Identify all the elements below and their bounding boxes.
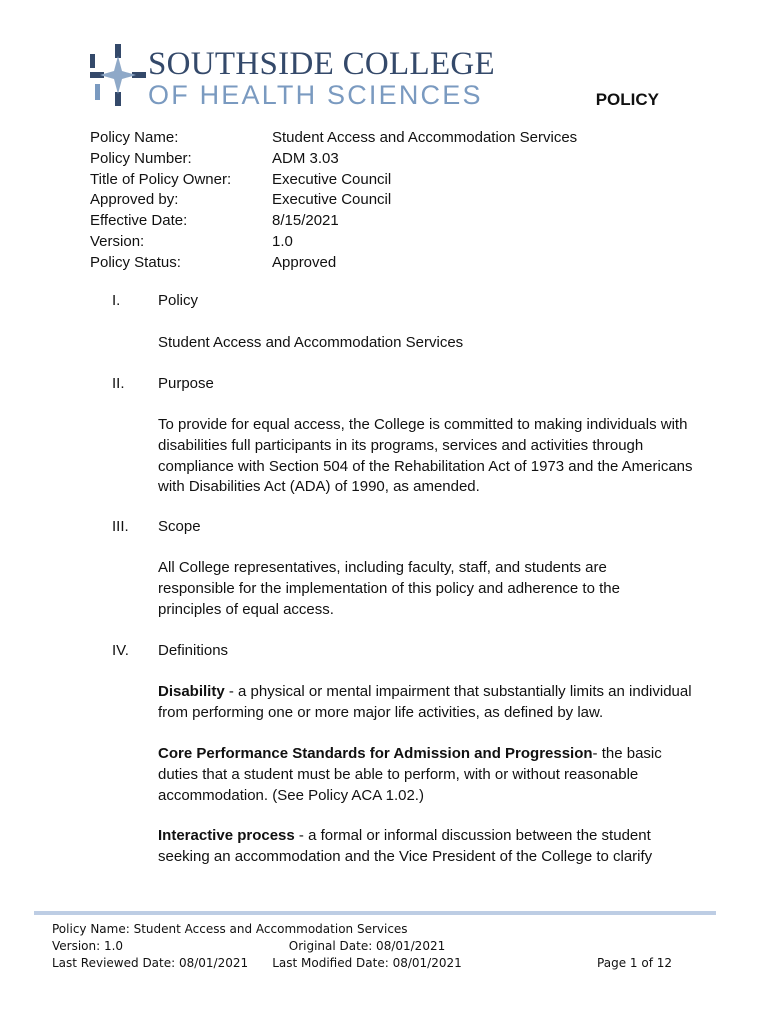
section-number: I.	[112, 292, 121, 309]
section-title: Definitions	[158, 642, 229, 659]
meta-value: Executive Council	[272, 191, 392, 209]
definition-text: - a formal or informal discussion between the student seeking an accommodation and the Vice President of the College to clarify	[158, 827, 653, 865]
meta-row-approved-by	[90, 190, 577, 211]
meta-value: Executive Council	[272, 170, 392, 188]
logo-text-college: SOUTHSIDE COLLEGE	[148, 46, 495, 82]
meta-label: Policy Number:	[90, 149, 192, 167]
meta-label: Effective Date:	[90, 212, 188, 230]
meta-row-version	[90, 232, 577, 253]
meta-label: Approved by:	[90, 191, 179, 209]
meta-value: 1.0	[272, 232, 293, 250]
footer-line-3	[52, 955, 682, 972]
meta-row-policy-owner	[90, 170, 577, 191]
section-number: III.	[112, 518, 129, 535]
footer-last-modified: Last Modified Date: 08/01/2021	[272, 956, 462, 970]
logo-text-health-sciences: OF HEALTH SCIENCES	[148, 80, 483, 110]
meta-label: Policy Status:	[90, 253, 181, 271]
definition-disability	[158, 682, 693, 724]
definition-core-performance-standards	[158, 744, 688, 806]
definition-term: Interactive process	[158, 827, 295, 844]
footer-version: Version: 1.0	[52, 939, 124, 953]
section-title: Scope	[158, 518, 201, 535]
meta-row-policy-name	[90, 128, 577, 149]
footer-line-1	[52, 921, 682, 938]
document-type-label: POLICY	[595, 90, 659, 109]
definition-interactive-process	[158, 826, 688, 868]
definition-term: Disability	[158, 683, 225, 700]
footer-policy-name: Policy Name: Student Access and Accommodation Services	[52, 922, 408, 936]
footer-line-2	[52, 938, 682, 955]
meta-row-effective-date	[90, 211, 577, 232]
meta-value: ADM 3.03	[272, 149, 339, 167]
section-body-purpose: To provide for equal access, the College is committed to making individuals with disabilities full participants in its programs, services and activities through compliance with Section 504 of the Rehabilitation Act of 1973 and the Americans with Disabilities Act (ADA) of 1990, as amended.	[158, 416, 693, 496]
footer-original-date: Original Date: 08/01/2021	[288, 939, 446, 953]
meta-label: Title of Policy Owner:	[90, 170, 232, 188]
footer-divider	[34, 911, 716, 915]
section-body-scope: All College representatives, including faculty, staff, and students are responsible for the implementation of this policy and adherence to the principles of equal access.	[158, 559, 620, 618]
section-number: II.	[112, 375, 125, 392]
definition-text: - the basic duties that a student must be able to perform, with or without reasonable accommodation. (See Policy ACA 1.02.)	[158, 745, 662, 804]
section-title: Purpose	[158, 375, 214, 392]
section-title: Policy	[158, 292, 199, 309]
college-logo	[90, 44, 495, 110]
meta-label: Version:	[90, 232, 145, 250]
section-number: IV.	[112, 642, 129, 659]
footer-page-number: Page 1 of 12	[597, 956, 672, 970]
meta-value: 8/15/2021	[272, 212, 339, 230]
definition-term: Core Performance Standards for Admission and Progression	[158, 745, 593, 762]
definition-text: - a physical or mental impairment that substantially limits an individual from performing one or more major life activities, as defined by law.	[158, 683, 692, 721]
meta-value: Approved	[272, 253, 337, 271]
meta-label: Policy Name:	[90, 129, 179, 146]
policy-metadata	[90, 128, 577, 274]
page-footer	[52, 921, 682, 972]
section-body-policy: Student Access and Accommodation Services	[158, 334, 464, 351]
meta-row-policy-status	[90, 253, 577, 274]
star-cross-logo-icon	[90, 44, 146, 106]
meta-row-policy-number	[90, 149, 577, 170]
meta-value: Student Access and Accommodation Services	[272, 129, 578, 146]
footer-last-reviewed: Last Reviewed Date: 08/01/2021	[52, 956, 249, 970]
